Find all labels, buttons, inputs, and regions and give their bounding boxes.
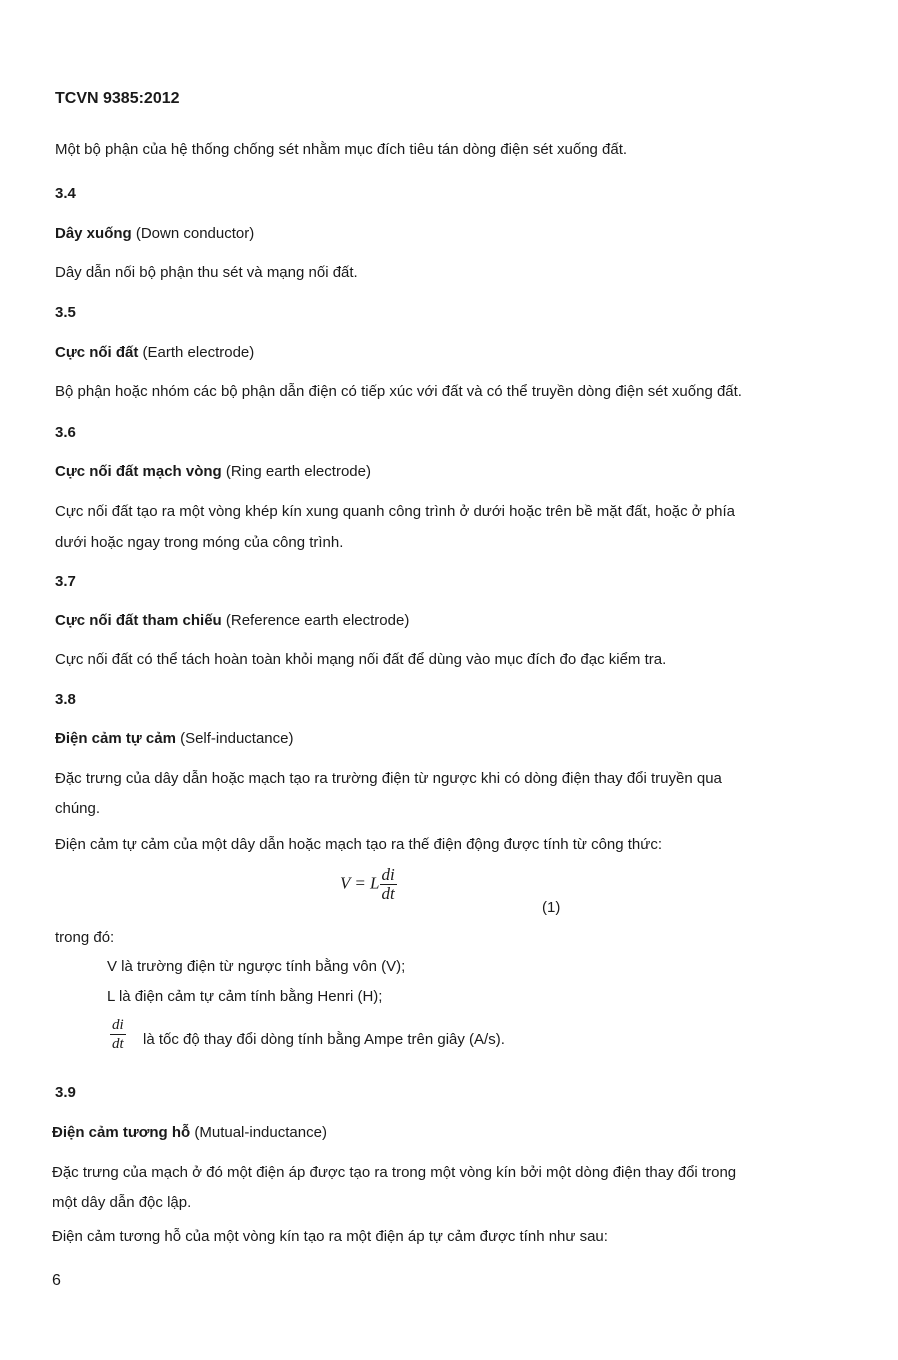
section-definition-line: Cực nối đất tạo ra một vòng khép kín xung quanh công trình ở dưới hoặc trên bề mặt đất, hoặc ở phía [55,503,735,520]
where-item: là tốc độ thay đổi dòng tính bằng Ampe trên giây (A/s). [143,1031,505,1048]
section-definition-line: chúng. [55,800,101,817]
section-definition-line: Đặc trưng của dây dẫn hoặc mạch tạo ra trường điện từ ngược khi có dòng điện thay đổi truyền qua [55,770,722,787]
formula-lhs: V = L [340,873,380,893]
section-term [52,1124,327,1141]
section-term [55,612,409,629]
where-denominator: dt [112,1036,124,1052]
term-vi: Cực nối đất tham chiếu [55,612,222,629]
term-en: (Reference earth electrode) [225,612,410,629]
term-en: (Ring earth electrode) [225,463,371,480]
section-number: 3.6 [55,424,76,441]
section-term [55,344,254,361]
where-item: L là điện cảm tự cảm tính bằng Henri (H); [107,988,383,1005]
term-vi: Cực nối đất mạch vòng [55,463,222,480]
section-term [55,730,293,747]
formula-intro: Điện cảm tương hỗ của một vòng kín tạo ra một điện áp tự cảm được tính như sau: [52,1228,608,1245]
section-number: 3.7 [55,573,76,590]
section-term [55,463,371,480]
section-number: 3.9 [55,1084,76,1101]
formula-number: (1) [542,899,561,916]
formula-intro: Điện cảm tự cảm của một dây dẫn hoặc mạch tạo ra thế điện động được tính từ công thức: [55,836,662,853]
section-definition-line: dưới hoặc ngay trong móng của công trình. [55,534,344,551]
where-item: V là trường điện từ ngược tính bằng vôn (V); [107,958,406,975]
term-vi: Dây xuống [55,225,132,242]
term-vi: Điện cảm tương hỗ [52,1124,191,1141]
intro-paragraph: Một bộ phận của hệ thống chống sét nhằm mục đích tiêu tán dòng điện sét xuống đất. [55,141,628,158]
section-number: 3.5 [55,304,76,321]
section-definition: Cực nối đất có thể tách hoàn toàn khỏi mạng nối đất để dùng vào mục đích đo đạc kiểm tra. [55,651,667,668]
term-vi: Điện cảm tự cảm [55,730,176,747]
term-en: (Down conductor) [135,225,255,242]
section-definition-line: Đặc trưng của mạch ở đó một điện áp được tạo ra trong một vòng kín bởi một dòng điện thay đổi trong [52,1164,737,1181]
section-definition: Dây dẫn nối bộ phận thu sét và mạng nối đất. [55,264,358,281]
term-en: (Mutual-inductance) [194,1124,327,1141]
formula-numerator: di [381,865,395,884]
section-definition: Bộ phận hoặc nhóm các bộ phận dẫn điện có tiếp xúc với đất và có thể truyền dòng điện sét xuống đất. [55,383,742,400]
formula-equation [340,866,397,903]
where-label: trong đó: [55,929,115,946]
formula-denominator: dt [381,884,395,903]
term-en: (Self-inductance) [180,730,294,747]
section-number: 3.4 [55,185,76,202]
standard-code: TCVN 9385:2012 [55,90,180,107]
section-number: 3.8 [55,691,76,708]
section-term [55,225,254,242]
where-numerator: di [112,1017,124,1033]
section-definition-line: một dây dẫn độc lập. [52,1194,192,1211]
formula-fraction [380,866,397,903]
term-en: (Earth electrode) [142,344,255,361]
where-fraction [110,1016,126,1053]
page-number: 6 [52,1272,61,1289]
term-vi: Cực nối đất [55,344,139,361]
